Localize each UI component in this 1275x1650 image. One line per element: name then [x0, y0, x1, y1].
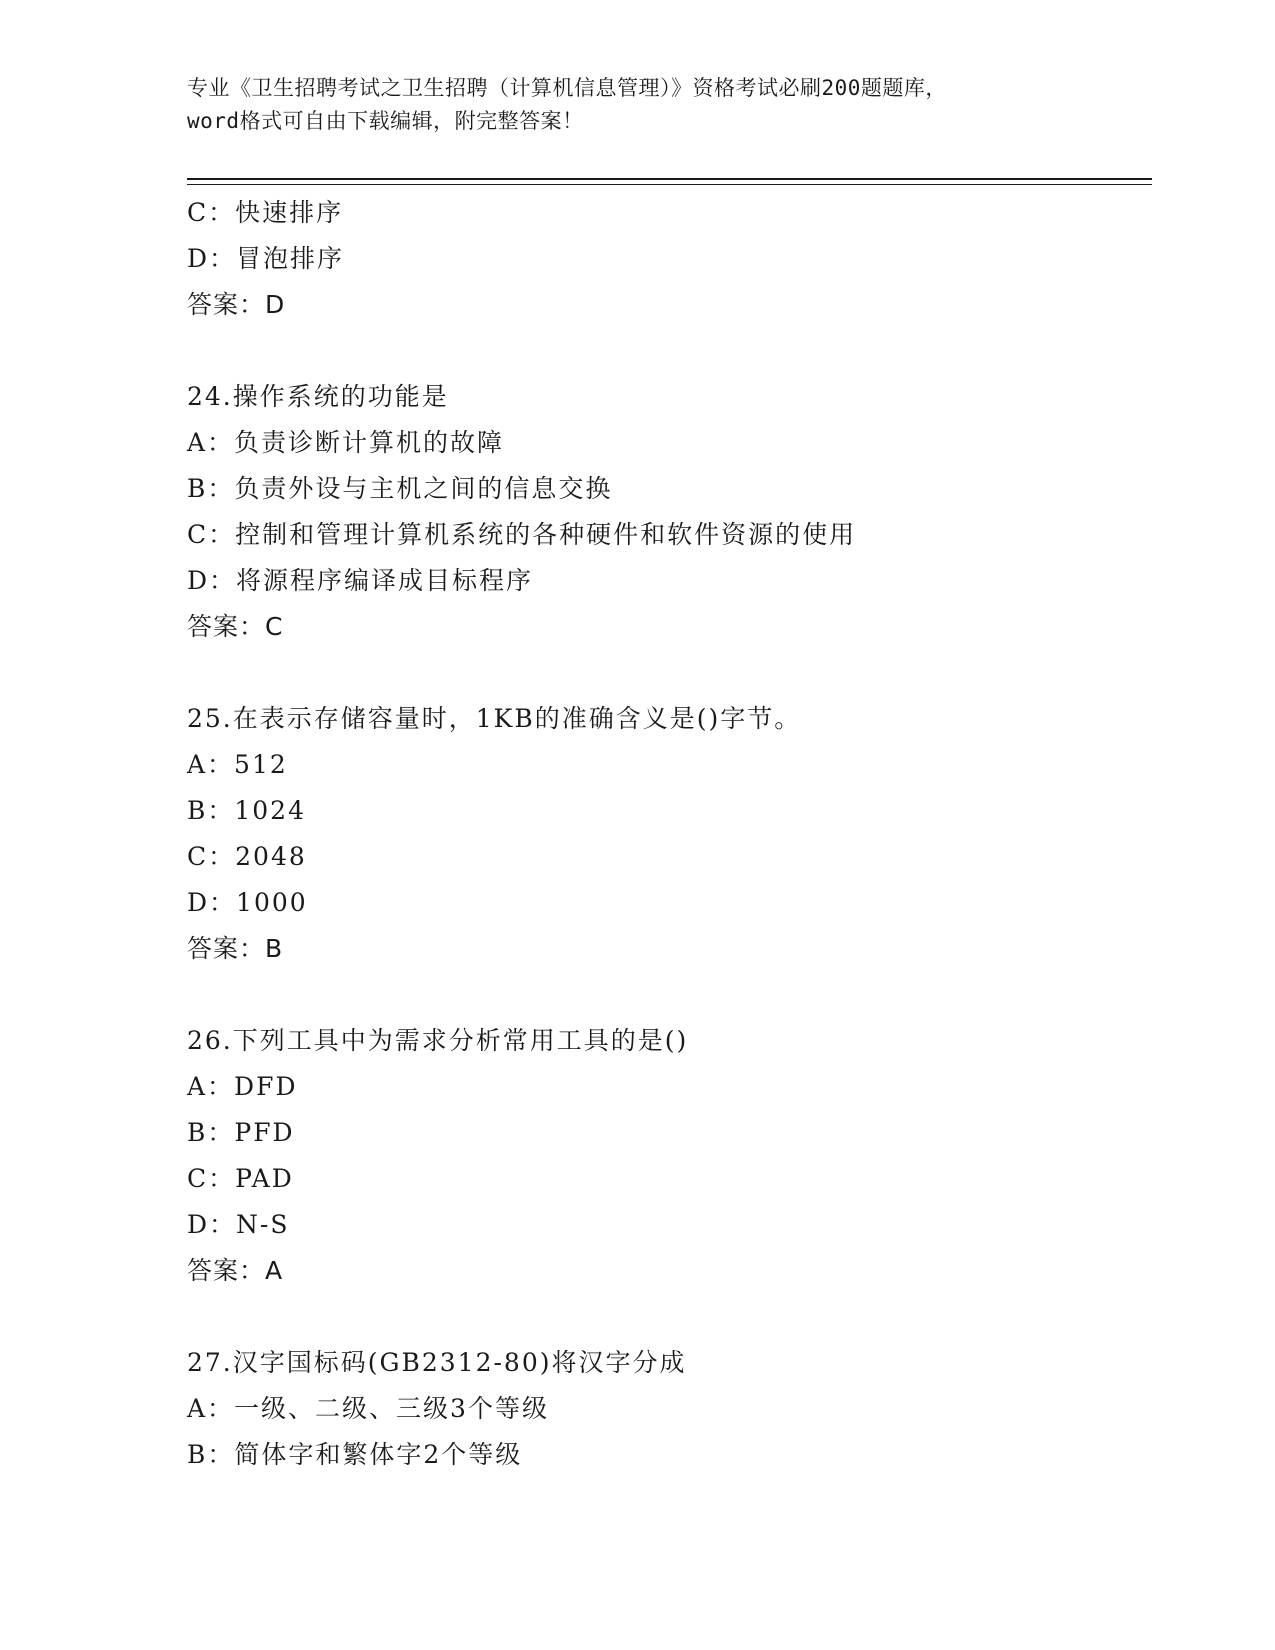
option-d: D：1000 — [187, 888, 308, 917]
question-text: 25.在表示存储容量时，1KB的准确含义是()字节。 — [187, 704, 802, 733]
question-24 — [187, 374, 1152, 650]
option-d: D：将源程序编译成目标程序 — [187, 566, 534, 595]
option-d: D：冒泡排序 — [187, 244, 345, 273]
option-a: A：负责诊断计算机的故障 — [187, 428, 505, 457]
question-text: 27.汉字国标码(GB2312-80)将汉字分成 — [187, 1348, 687, 1377]
option-b: B：简体字和繁体字2个等级 — [187, 1440, 523, 1469]
option-b: B：负责外设与主机之间的信息交换 — [187, 474, 613, 503]
answer: 答案：B — [187, 934, 284, 963]
header-title-line-1: 专业《卫生招聘考试之卫生招聘（计算机信息管理）》资格考试必刷200题题库， — [187, 76, 947, 100]
header-title-line-2: word格式可自由下载编辑，附完整答案！ — [187, 109, 584, 133]
answer: 答案：D — [187, 290, 286, 319]
question-text: 24.操作系统的功能是 — [187, 382, 449, 411]
document-header — [187, 72, 1067, 138]
header-rule-thick — [187, 178, 1152, 180]
question-26 — [187, 1018, 1152, 1294]
option-b: B：PFD — [187, 1118, 295, 1147]
answer: 答案：A — [187, 1256, 284, 1285]
header-rule-thin — [187, 184, 1152, 185]
spacer — [187, 1294, 1152, 1340]
option-c: C：PAD — [187, 1164, 294, 1193]
option-c: C：控制和管理计算机系统的各种硬件和软件资源的使用 — [187, 520, 857, 549]
option-c: C：快速排序 — [187, 198, 344, 227]
question-27 — [187, 1340, 1152, 1478]
spacer — [187, 328, 1152, 374]
question-23 — [187, 190, 1152, 328]
answer: 答案：C — [187, 612, 284, 641]
option-a: A：DFD — [187, 1072, 298, 1101]
spacer — [187, 972, 1152, 1018]
option-a: A：512 — [187, 750, 288, 779]
question-25 — [187, 696, 1152, 972]
option-d: D：N-S — [187, 1210, 290, 1239]
question-text: 26.下列工具中为需求分析常用工具的是() — [187, 1026, 689, 1055]
question-list — [187, 190, 1152, 1478]
spacer — [187, 650, 1152, 696]
option-a: A：一级、二级、三级3个等级 — [187, 1394, 549, 1423]
option-c: C：2048 — [187, 842, 307, 871]
option-b: B：1024 — [187, 796, 306, 825]
